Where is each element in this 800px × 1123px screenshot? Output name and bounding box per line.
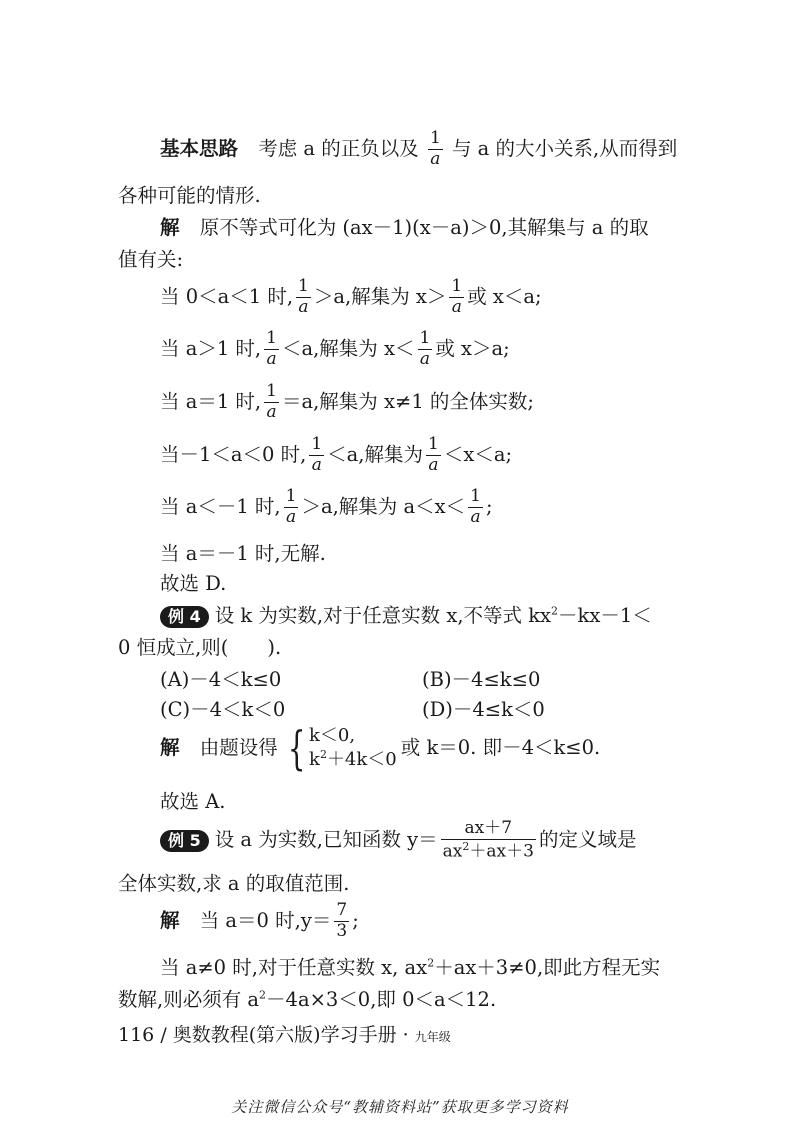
example4-solution: 解 由题设得 { k＜0, $k^2+4k<0$ 或 k＝0. 即－4＜k≤0.	[160, 721, 601, 776]
approach-text: 考虑 a 的正负以及	[258, 136, 419, 160]
approach-text: 与 a 的大小关系,从而得到	[451, 136, 678, 160]
option-b: (B)－4≤k≤0	[422, 668, 541, 691]
fraction: $\frac{1}{a}$	[429, 128, 441, 169]
solution-line-1	[160, 212, 720, 240]
option-a: (A)－4＜k≤0	[160, 668, 282, 691]
watermark-text: 关注微信公众号“教辅资料站”获取更多学习资料	[231, 1098, 569, 1116]
solution-text: 原不等式可化为 (ax－1)(x－a)＞0,其解集与 a 的取	[199, 216, 649, 239]
case-line: 当 a＞1 时, $\frac{1}{a}$ ＜a,解集为 x＜ $\frac{1}{a}$ 或 x＞a;	[160, 328, 510, 369]
grade-label: 九年级	[414, 1030, 451, 1044]
example-badge: 例 4	[160, 606, 209, 628]
example5-line-4: 数解,则必须有 $a^2-4a\times 3<0$,即 0＜a＜12.	[118, 988, 497, 1011]
page-number: 116	[118, 1024, 155, 1046]
approach-line-1	[160, 130, 720, 169]
option-c: (C)－4＜k＜0	[160, 698, 286, 721]
case-line: 当－1＜a＜0 时, $\frac{1}{a}$ ＜a,解集为 $\frac{1}{a}$ ＜x＜a;	[160, 434, 513, 475]
approach-label: 基本思路	[160, 136, 239, 160]
example5-solution: 解 当 a＝0 时,y＝ $\frac{7}{3}$ ;	[160, 900, 359, 941]
case-line: 当 a＝1 时, $\frac{1}{a}$ ＝a,解集为 x≠1 的全体实数;	[160, 381, 535, 422]
case-line: 当 0＜a＜1 时, $\frac{1}{a}$ ＞a,解集为 x＞ $\frac{1}{a}$ 或 x＜a;	[160, 276, 542, 317]
solution-label: 解	[160, 735, 180, 759]
choose-line: 故选 A.	[160, 790, 226, 813]
equation-system: { k＜0, $k^2+4k<0$	[287, 721, 397, 776]
approach-line-2: 各种可能的情形.	[118, 184, 261, 207]
example4-line-2: 0 恒成立,则( ).	[118, 636, 282, 659]
example5-line-1: 例 5 设 a 为实数,已知函数 y＝ $\frac{ax+7}{ax^2+ax+3}$ 的定义域是	[160, 820, 720, 861]
case-line: 当 a＝－1 时,无解.	[160, 542, 326, 565]
page-footer: 116 / 奥数教程(第六版)学习手册 · 九年级	[118, 1024, 451, 1046]
choose-line: 故选 D.	[160, 572, 227, 595]
case-line: 当 a＜－1 时, $\frac{1}{a}$ ＞a,解集为 a＜x＜ $\frac{1}{a}$ ;	[160, 486, 493, 527]
solution-label: 解	[160, 908, 180, 932]
example5-line-3: 当 a≠0 时,对于任意实数 x, $ax^2+ax+3\ne 0$,即此方程无实	[160, 956, 661, 979]
book-title: 奥数教程(第六版)学习手册 ·	[172, 1024, 409, 1046]
example4-line-1: 例 4 设 k 为实数,对于任意实数 x,不等式 $kx^2-kx-1<$	[160, 600, 720, 628]
example5-line-2: 全体实数,求 a 的取值范围.	[118, 872, 350, 895]
solution-line-2: 值有关:	[118, 248, 184, 271]
solution-label: 解	[160, 216, 180, 239]
option-d: (D)－4≤k＜0	[422, 698, 545, 721]
fraction: $\frac{ax+7}{ax^2+ax+3}$	[442, 818, 534, 862]
fraction: $\frac{7}{3}$	[336, 900, 348, 941]
example-badge: 例 5	[160, 830, 209, 852]
